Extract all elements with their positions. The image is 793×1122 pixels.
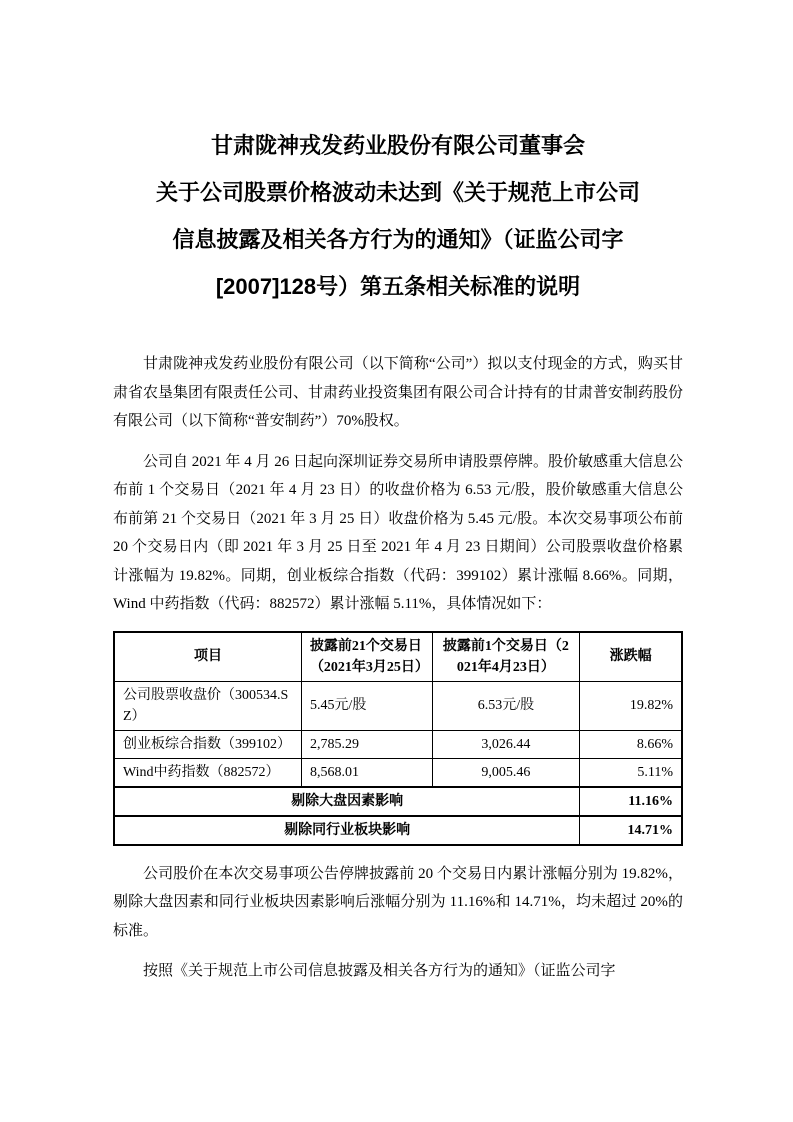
document-title-line: 关于公司股票价格波动未达到《关于规范上市公司 <box>155 180 640 205</box>
summary-row-value: 11.16% <box>580 787 682 816</box>
document-title <box>113 122 683 310</box>
comparison-table <box>113 631 683 846</box>
summary-row-value: 14.71% <box>580 816 682 845</box>
table-cell-after: 9,005.46 <box>432 758 580 787</box>
table-header-row <box>114 632 682 682</box>
table-cell-before: 5.45元/股 <box>301 681 432 730</box>
paragraph-conclusion: 公司股价在本次交易事项公告停牌披露前 20 个交易日内累计涨幅分别为 19.82%，剔除大盘因素和同行业板块因素影响后涨幅分别为 11.16%和 14.71%，均未超过 20%的标准。 <box>113 865 683 939</box>
summary-row-sector <box>114 816 682 845</box>
document-body <box>113 350 683 986</box>
table-header-change: 涨跌幅 <box>580 632 682 682</box>
document-title-line: 信息披露及相关各方行为的通知》（证监公司字 <box>172 227 624 252</box>
document-title-line: 甘肃陇神戎发药业股份有限公司董事会 <box>210 133 585 158</box>
table-row <box>114 681 682 730</box>
table-cell-item: 创业板综合指数（399102） <box>114 730 301 758</box>
table-cell-item: Wind中药指数（882572） <box>114 758 301 787</box>
table-cell-change: 5.11% <box>580 758 682 787</box>
table-header-21days: 披露前21个交易日（2021年3月25日） <box>301 632 432 682</box>
table-header-1day: 披露前1个交易日（2021年4月23日） <box>432 632 580 682</box>
paragraph-price-details: 公司自 2021 年 4 月 26 日起向深圳证券交易所申请股票停牌。股价敏感重大信息公布前 1 个交易日（2021 年 4 月 23 日）的收盘价格为 6.53 元/股，股价敏感重大信息公布前第 21 个交易日（2021 年 3 月 25 日）收盘价格为 5.45 元/股。本次交易事项公布前 20 个交易日内（即 2021 年 3 月 25 日至 2021 年 4 月 23 日期间）公司股票收盘价格累计涨幅为 19.82%。同期，创业板综合指数（代码：399102）累计涨幅 8.66%。同期，Wind 中药指数（代码：882572）累计涨幅 5.11%，具体情况如下： <box>113 453 684 612</box>
paragraph-intro: 甘肃陇神戎发药业股份有限公司（以下简称“公司”）拟以支付现金的方式，购买甘肃省农垦集团有限责任公司、甘肃药业投资集团有限公司合计持有的甘肃普安制药股份有限公司（以下简称“普安制药”）70%股权。 <box>113 356 684 429</box>
summary-row-label: 剔除大盘因素影响 <box>114 787 580 816</box>
paragraph-regulation: 按照《关于规范上市公司信息披露及相关各方行为的通知》（证监公司字 <box>143 963 616 979</box>
table-row <box>114 758 682 787</box>
table-cell-item: 公司股票收盘价（300534.SZ） <box>114 681 301 730</box>
table-cell-after: 6.53元/股 <box>432 681 580 730</box>
table-cell-change: 8.66% <box>580 730 682 758</box>
table-cell-change: 19.82% <box>580 681 682 730</box>
document-title-line: [2007]128号）第五条相关标准的说明 <box>215 274 581 299</box>
summary-row-market <box>114 787 682 816</box>
table-header-item: 项目 <box>114 632 301 682</box>
table-cell-after: 3,026.44 <box>432 730 580 758</box>
table-row <box>114 730 682 758</box>
table-cell-before: 8,568.01 <box>301 758 432 787</box>
summary-row-label: 剔除同行业板块影响 <box>114 816 580 845</box>
table-cell-before: 2,785.29 <box>301 730 432 758</box>
